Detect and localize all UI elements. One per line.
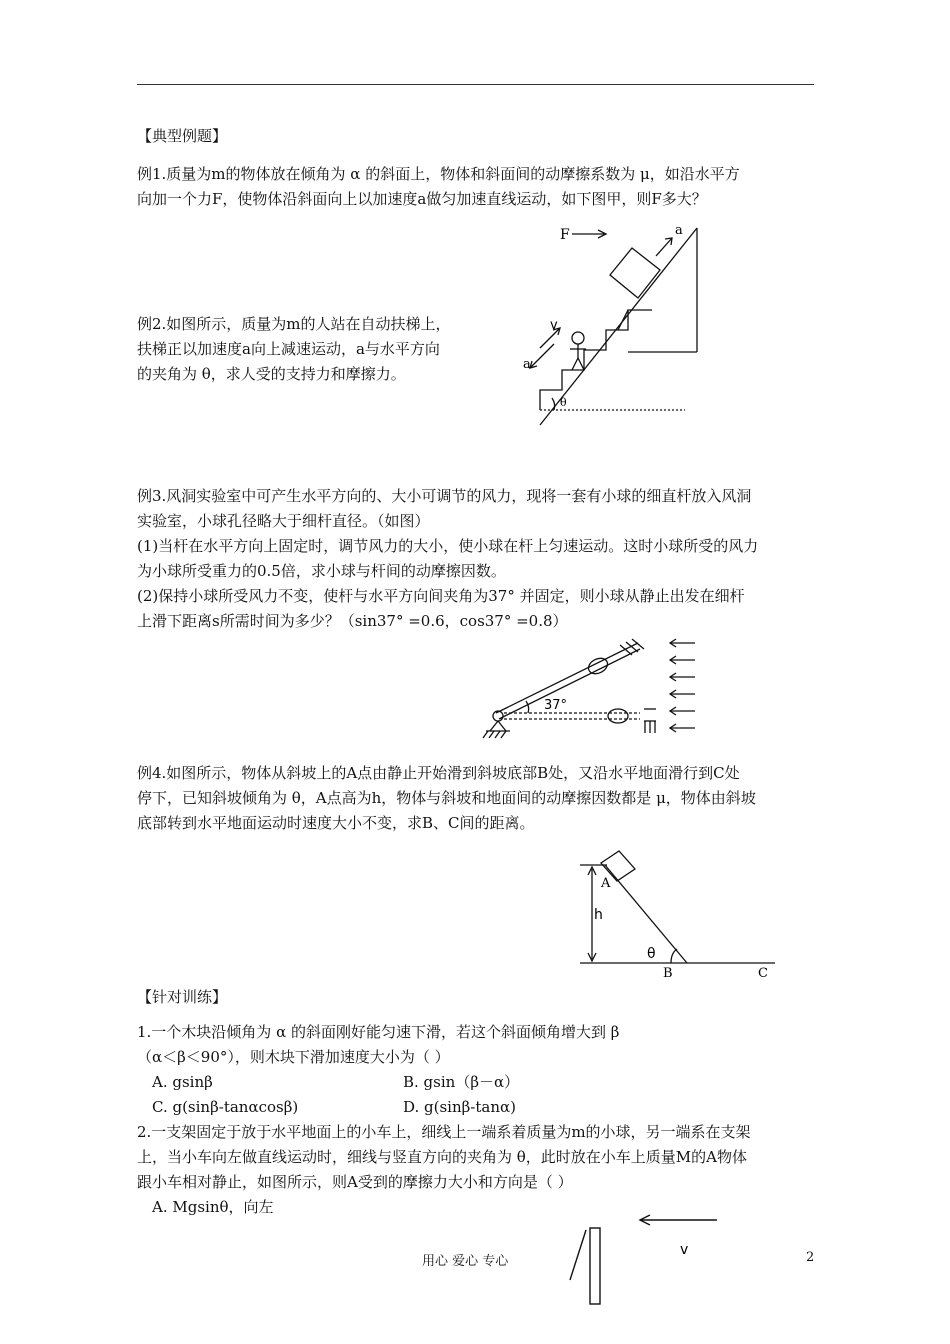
- accel-label: a: [675, 223, 683, 238]
- figure-wind-tunnel: [480, 635, 700, 745]
- q1-option-d: D. g(sinβ-tanα): [403, 1098, 516, 1116]
- angle-37-label: 37°: [544, 698, 568, 713]
- q1-option-b: B. gsin（β－α）: [403, 1073, 520, 1091]
- q2-line2: 上，当小车向左做直线运动时，细线与竖直方向的夹角为 θ，此时放在小车上质量M的A物体: [137, 1148, 747, 1166]
- q1-option-a: A. gsinβ: [152, 1073, 213, 1091]
- velocity-label: v: [680, 1242, 689, 1258]
- ball-horizontal: [608, 709, 628, 723]
- label-a: A: [601, 876, 611, 891]
- label-b: B: [663, 966, 673, 981]
- ex1-line1: 例1.质量为m的物体放在倾角为 α 的斜面上，物体和斜面间的动摩擦系数为 μ，如沿水平方: [137, 165, 740, 183]
- ex3-line5: (2)保持小球所受风力不变，使杆与水平方向间夹角为37° 并固定，则小球从静止出发在细杆: [137, 587, 745, 605]
- page-number: 2: [806, 1250, 815, 1265]
- force-label: F: [560, 227, 570, 243]
- ex4-line3: 底部转到水平地面运动时速度大小不变，求B、C间的距离。: [137, 814, 535, 832]
- accel-arrow-2: [530, 344, 554, 368]
- label-h: h: [594, 907, 603, 923]
- footer-text: 用心 爱心 专心: [422, 1254, 509, 1269]
- slope: [605, 865, 687, 963]
- ex2-line2: 扶梯正以加速度a向上减速运动，a与水平方向: [137, 340, 440, 358]
- string: [570, 1230, 586, 1280]
- ex3-line3: (1)当杆在水平方向上固定时，调节风力的大小，使小球在杆上匀速运动。这时小球所受的风力: [137, 537, 759, 555]
- figure-cart: [560, 1210, 730, 1310]
- ex3-line6: 上滑下距离s所需时间为多少？（sin37° =0.6，cos37° =0.8）: [137, 612, 568, 630]
- label-c: C: [758, 966, 768, 981]
- q1-line1: 1.一个木块沿倾角为 α 的斜面刚好能匀速下滑，若这个斜面倾角增大到 β: [137, 1023, 620, 1041]
- velocity-label: v: [550, 318, 558, 333]
- ex4-line1: 例4.如图所示，物体从斜坡上的A点由静止开始滑到斜坡底部B处，又沿水平地面滑行到C处: [137, 764, 740, 782]
- ex4-line2: 停下，已知斜坡倾角为 θ，A点高为h，物体与斜坡和地面间的动摩擦因数都是 μ，物体由斜坡: [137, 789, 756, 807]
- q2-option-a: A. Mgsinθ，向左: [152, 1198, 274, 1216]
- q2-line1: 2.一支架固定于放于水平地面上的小车上，细线上一端系着质量为m的小球，另一端系在支架: [137, 1123, 751, 1141]
- block: [610, 248, 660, 298]
- q1-option-c: C. g(sinβ-tanαcosβ): [152, 1098, 299, 1116]
- figure-incline-escalator: [510, 220, 710, 435]
- person-head: [572, 332, 584, 344]
- ex3-line2: 实验室，小球孔径略大于细杆直径。（如图）: [137, 512, 430, 530]
- support-post: [590, 1228, 600, 1304]
- accel-arrow: [656, 238, 672, 256]
- ex3-line4: 为小球所受重力的0.5倍，求小球与杆间的动摩擦因数。: [137, 562, 506, 580]
- ex1-line2: 向加一个力F，使物体沿斜面向上以加速度a做匀加速直线运动，如下图甲，则F多大？: [137, 190, 707, 208]
- ex2-line3: 的夹角为 θ，求人受的支持力和摩擦力。: [137, 365, 406, 383]
- wind-arrows: [670, 639, 695, 732]
- q1-line2: （α＜β＜90°），则木块下滑加速度大小为（ ）: [137, 1048, 450, 1066]
- ex2-line1: 例2.如图所示，质量为m的人站在自动扶梯上，: [137, 315, 451, 333]
- ex3-line1: 例3.风洞实验室中可产生水平方向的、大小可调节的风力，现将一套有小球的细直杆放入风洞: [137, 487, 752, 505]
- q2-line3: 跟小车相对静止，如图所示，则A受到的摩擦力大小和方向是（ ）: [137, 1173, 573, 1191]
- section-heading-training: 【针对训练】: [137, 988, 228, 1006]
- label-theta: θ: [647, 946, 656, 962]
- section-heading-examples: 【典型例题】: [137, 127, 228, 145]
- figure-slope: [575, 845, 785, 985]
- header-rule: [137, 84, 814, 85]
- angle-label: θ: [560, 396, 567, 409]
- accel-label-2: a: [523, 357, 531, 372]
